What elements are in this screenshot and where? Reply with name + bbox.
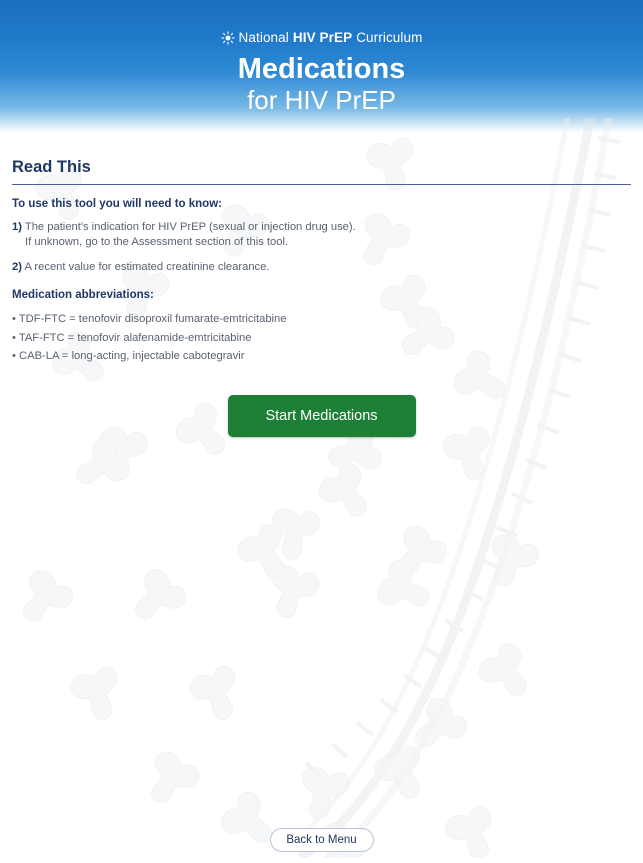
- main-content: [0, 158, 643, 437]
- page-title: Medications: [237, 53, 406, 85]
- list-item: [12, 220, 631, 251]
- instructions-lead: To use this tool you will need to know:: [12, 198, 222, 210]
- brand-line: [0, 0, 643, 45]
- list-item-number: 2): [12, 260, 22, 273]
- list-item-text: A recent value for estimated creatinine clearance.: [24, 260, 270, 273]
- page-header: [0, 0, 643, 132]
- abbreviations-title: Medication abbreviations:: [12, 289, 154, 302]
- primary-action-row: [12, 395, 631, 437]
- page-footer: [0, 816, 643, 858]
- list-item-text: The patient's indication for HIV PrEP (sexual or injection drug use).: [24, 221, 356, 233]
- brand-prefix: National: [238, 30, 289, 45]
- brand-name: HIV PrEP: [292, 30, 353, 45]
- sunburst-icon: [221, 31, 235, 45]
- page-subtitle: for HIV PrEP: [247, 85, 396, 116]
- list-item-number: 1): [12, 221, 22, 233]
- brand-suffix: Curriculum: [356, 30, 423, 45]
- section-title: Read This: [12, 158, 91, 176]
- back-to-menu-button[interactable]: Back to Menu: [270, 828, 374, 852]
- list-item-subtext: If unknown, go to the Assessment section of this tool.: [25, 236, 289, 249]
- abbreviation-item: • TDF-FTC = tenofovir disoproxil fumarate-emtricitabine: [12, 313, 287, 326]
- abbreviation-item: • TAF-FTC = tenofovir alafenamide-emtricitabine: [12, 331, 252, 344]
- section-divider: [12, 184, 631, 185]
- list-item: [12, 260, 631, 275]
- abbreviation-item: • CAB-LA = long-acting, injectable cabotegravir: [12, 349, 245, 362]
- start-medications-button[interactable]: Start Medications: [228, 395, 416, 437]
